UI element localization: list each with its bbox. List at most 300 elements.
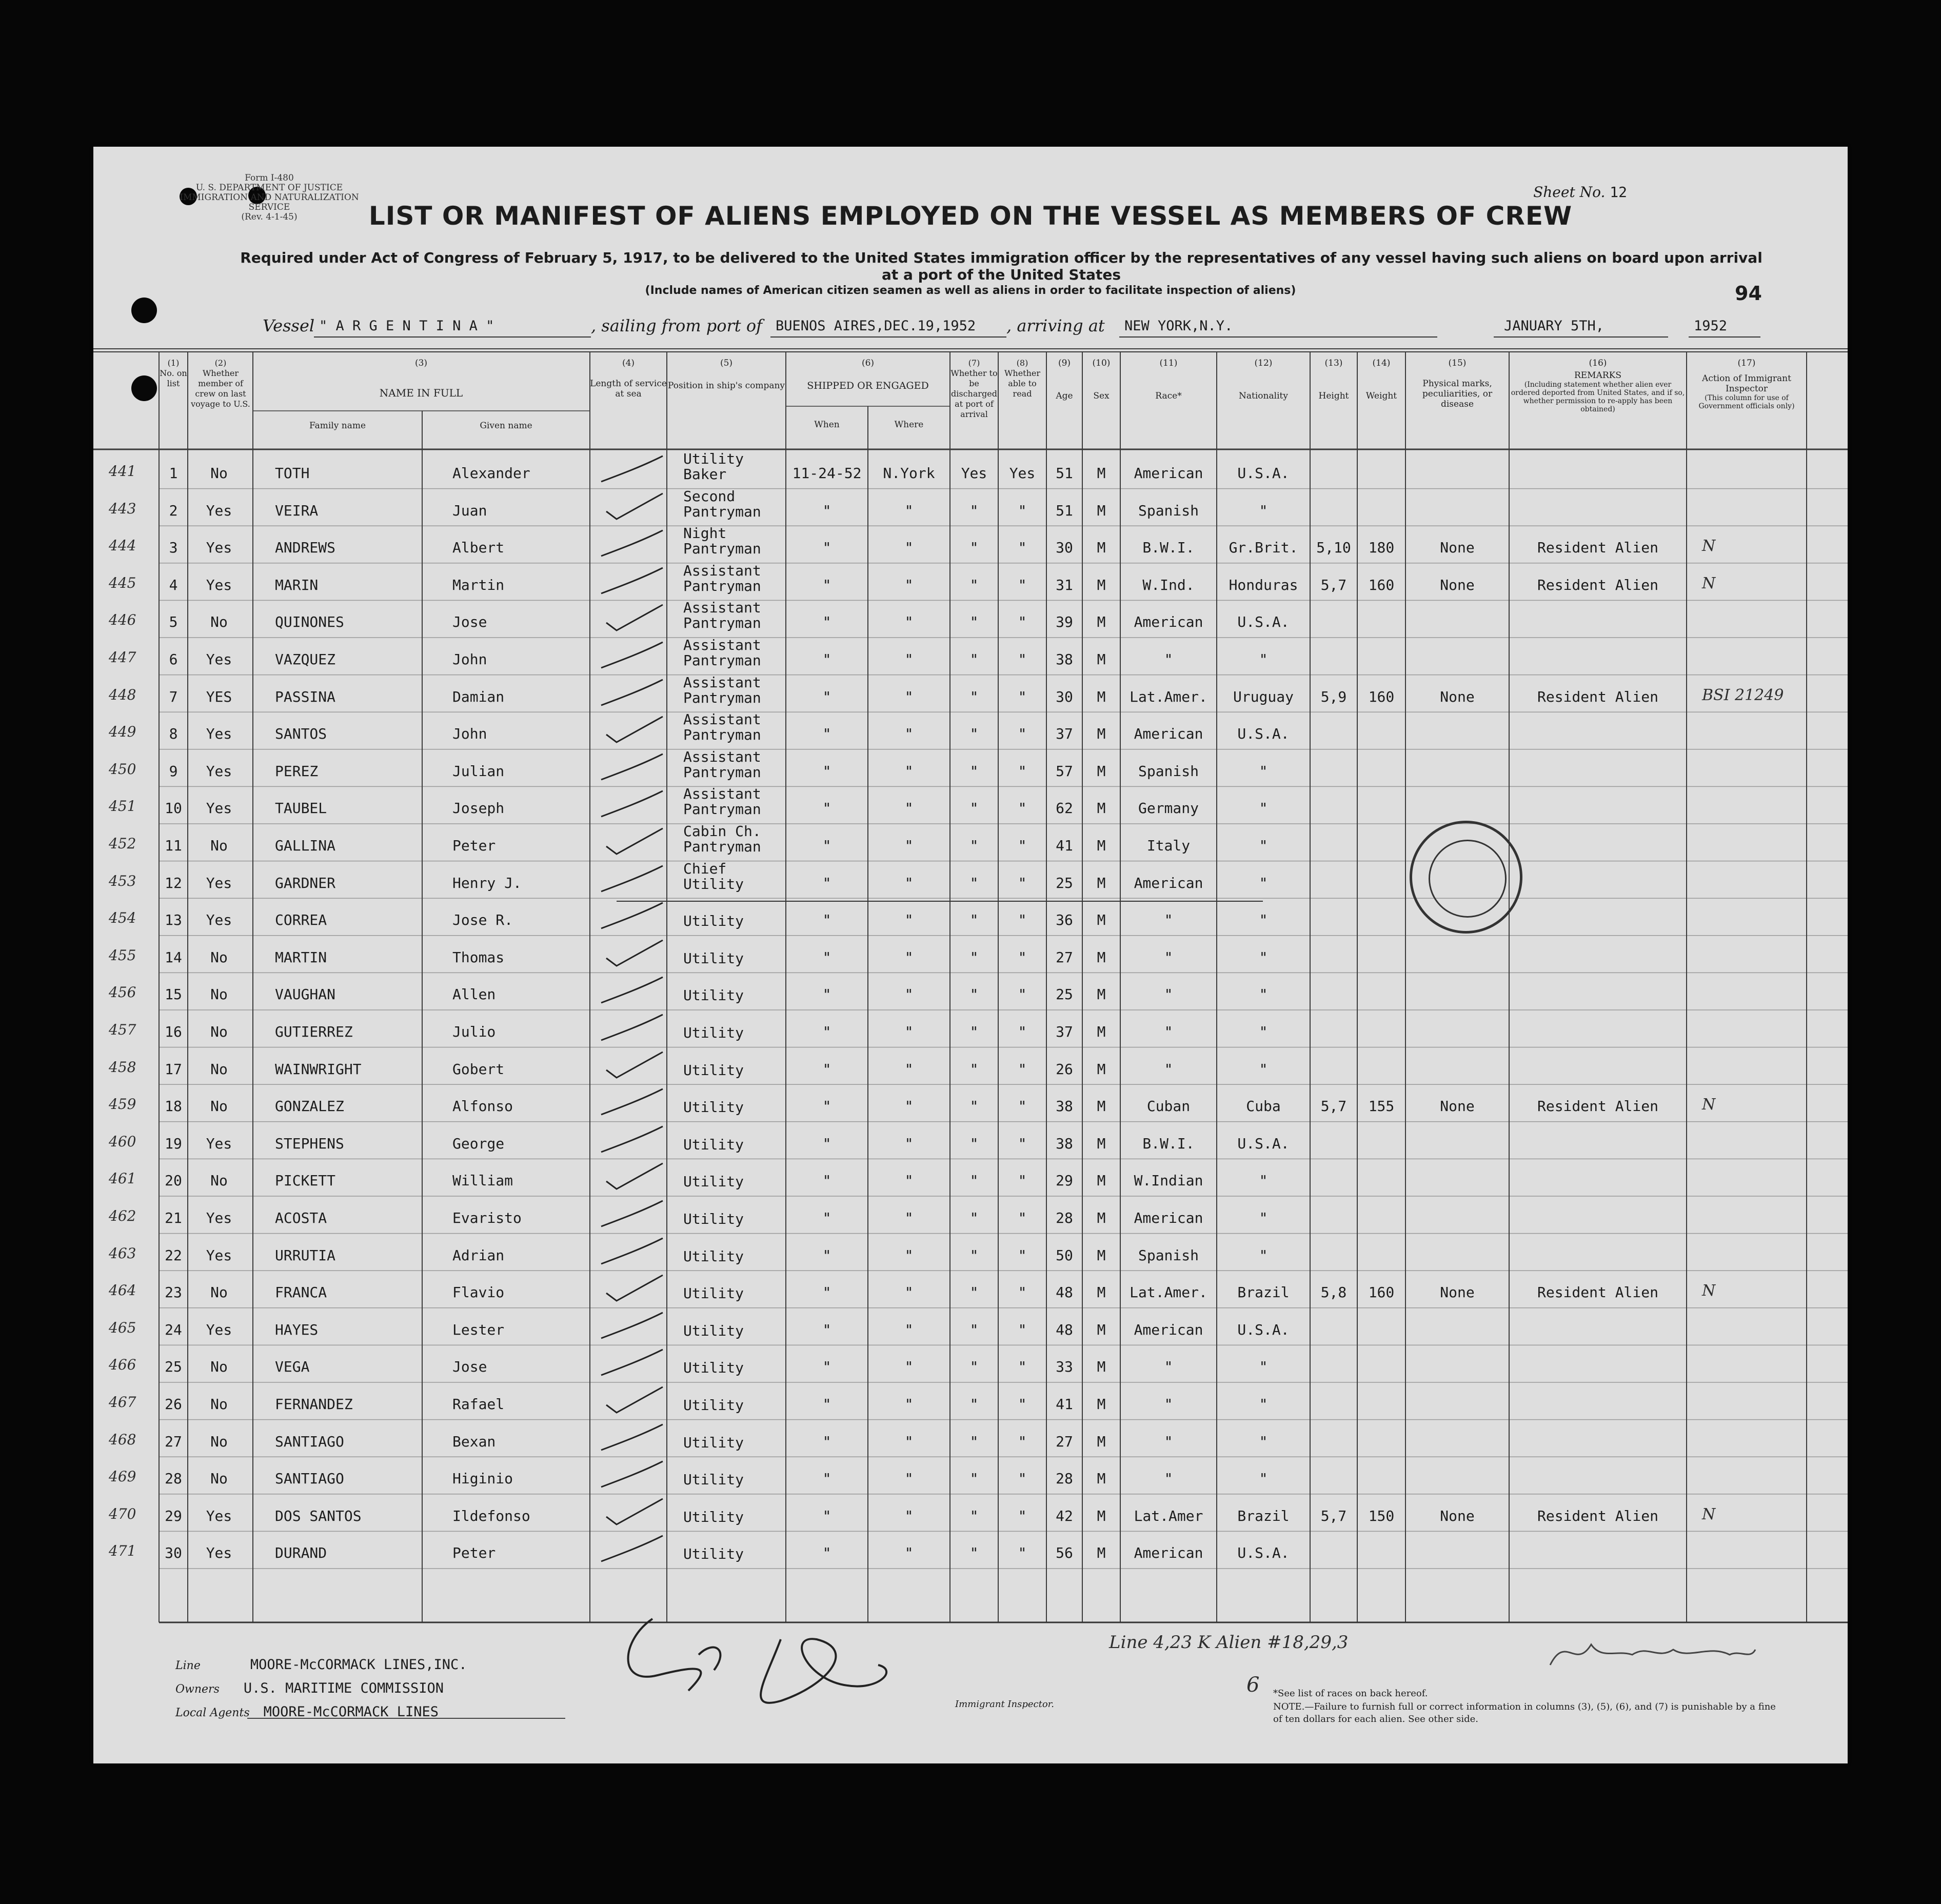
row-nationality: " xyxy=(1259,1470,1268,1488)
row-where: " xyxy=(904,911,914,929)
row-can-read: " xyxy=(1018,1470,1027,1488)
row-discharged: " xyxy=(969,725,979,743)
col-header-5: (5) Position in ship's company xyxy=(667,358,785,391)
row-given-name: Juan xyxy=(452,502,487,519)
row-given-name: William xyxy=(452,1172,513,1189)
row-margin-number: 471 xyxy=(109,1542,136,1560)
col-header-1: (1) No. on list xyxy=(160,358,187,388)
row-nationality: " xyxy=(1259,762,1268,780)
row-family-name: QUINONES xyxy=(275,613,344,631)
row-discharged: Yes xyxy=(961,465,987,482)
row-given-name: John xyxy=(452,725,487,743)
row-can-read: " xyxy=(1018,837,1027,854)
row-race: " xyxy=(1164,948,1173,966)
row-sex: M xyxy=(1097,576,1106,593)
row-age: 25 xyxy=(1056,874,1073,891)
row-height: 5,7 xyxy=(1320,1098,1347,1115)
row-where: " xyxy=(904,1321,914,1338)
page-number: 94 xyxy=(1735,282,1762,305)
row-race: Spanish xyxy=(1138,762,1199,780)
row-nationality: Cuba xyxy=(1246,1098,1281,1115)
row-nationality: Brazil xyxy=(1237,1507,1290,1524)
footer-line: Line MOORE-McCORMACK LINES,INC. xyxy=(175,1657,467,1673)
row-sex: M xyxy=(1097,1358,1106,1376)
row-number: 14 xyxy=(165,948,182,966)
row-last-voyage: No xyxy=(210,1396,228,1413)
row-family-name: MARIN xyxy=(275,576,319,593)
row-can-read: " xyxy=(1018,688,1027,705)
row-position-line1: Cabin Ch. xyxy=(683,823,761,840)
row-last-voyage: No xyxy=(210,1470,228,1488)
row-given-name: Albert xyxy=(452,539,505,557)
row-family-name: DOS SANTOS xyxy=(275,1507,362,1524)
sailing-label: , sailing from port of xyxy=(591,316,762,335)
row-when: " xyxy=(822,613,831,631)
row-number: 29 xyxy=(165,1507,182,1524)
row-nationality: U.S.A. xyxy=(1237,1321,1290,1338)
row-can-read: " xyxy=(1018,1060,1027,1078)
row-nationality: U.S.A. xyxy=(1237,1135,1290,1152)
row-number: 26 xyxy=(165,1396,182,1413)
row-sex: M xyxy=(1097,1470,1106,1488)
row-age: 37 xyxy=(1056,725,1073,743)
row-when: " xyxy=(822,539,831,557)
col-header-4: (4) Length of service at sea xyxy=(590,358,667,399)
page-title: LIST OR MANIFEST OF ALIENS EMPLOYED ON THE VESSEL AS MEMBERS OF CREW xyxy=(368,201,1573,231)
row-given-name: Jose xyxy=(452,1358,487,1376)
row-nationality: " xyxy=(1259,1023,1268,1040)
row-family-name: GUTIERREZ xyxy=(275,1023,353,1040)
service-check-mark xyxy=(596,1273,668,1303)
row-number: 10 xyxy=(165,800,182,817)
row-position-line1: Second xyxy=(683,487,736,505)
row-when: " xyxy=(822,874,831,891)
row-margin-number: 470 xyxy=(109,1505,136,1522)
row-given-name: Peter xyxy=(452,837,496,854)
row-position-line2: Pantryman xyxy=(683,801,761,818)
service-check-mark xyxy=(596,528,668,559)
row-family-name: HAYES xyxy=(275,1321,319,1338)
row-when: " xyxy=(822,1396,831,1413)
row-can-read: " xyxy=(1018,1023,1027,1040)
row-height: 5,7 xyxy=(1320,576,1347,593)
row-race: American xyxy=(1134,1209,1203,1226)
row-sex: M xyxy=(1097,1060,1106,1078)
row-when: " xyxy=(822,948,831,966)
row-number: 28 xyxy=(165,1470,182,1488)
row-age: 42 xyxy=(1056,1507,1073,1524)
row-sex: M xyxy=(1097,1396,1106,1413)
row-position-line2: Utility xyxy=(683,1024,744,1041)
row-where: " xyxy=(904,1284,914,1301)
row-race: " xyxy=(1164,1060,1173,1078)
row-discharged: " xyxy=(969,1246,979,1264)
row-family-name: PICKETT xyxy=(275,1172,336,1189)
row-last-voyage: No xyxy=(210,1433,228,1450)
row-nationality: " xyxy=(1259,651,1268,668)
row-can-read: " xyxy=(1018,762,1027,780)
row-nationality: " xyxy=(1259,1358,1268,1376)
row-nationality: Brazil xyxy=(1237,1284,1290,1301)
row-number: 18 xyxy=(165,1098,182,1115)
row-discharged: " xyxy=(969,613,979,631)
manifest-sheet xyxy=(93,147,1848,1763)
row-margin-number: 448 xyxy=(109,686,136,703)
row-margin-number: 458 xyxy=(109,1058,136,1076)
row-number: 23 xyxy=(165,1284,182,1301)
row-weight: 180 xyxy=(1368,539,1395,557)
row-where: " xyxy=(904,800,914,817)
row-can-read: " xyxy=(1018,1284,1027,1301)
row-margin-number: 469 xyxy=(109,1468,136,1485)
col-header-3: (3) NAME IN FULL xyxy=(379,358,463,399)
vessel-label: Vessel xyxy=(263,316,315,335)
row-number: 1 xyxy=(169,465,178,482)
row-where: " xyxy=(904,1135,914,1152)
row-can-read: " xyxy=(1018,1246,1027,1264)
row-age: 48 xyxy=(1056,1321,1073,1338)
row-margin-number: 463 xyxy=(109,1244,136,1262)
row-age: 51 xyxy=(1056,502,1073,519)
row-position-line1: Assistant xyxy=(683,673,761,691)
row-position-line1: Assistant xyxy=(683,711,761,728)
row-where: N.York xyxy=(883,465,935,482)
row-margin-number: 468 xyxy=(109,1431,136,1448)
row-given-name: Thomas xyxy=(452,948,505,966)
footer-agents: Local Agents MOORE-McCORMACK LINES xyxy=(175,1704,439,1720)
row-family-name: ACOSTA xyxy=(275,1209,327,1226)
row-height: 5,9 xyxy=(1320,688,1347,705)
races-note: *See list of races on back hereof. xyxy=(1273,1688,1428,1699)
row-age: 48 xyxy=(1056,1284,1073,1301)
row-age: 27 xyxy=(1056,948,1073,966)
row-discharged: " xyxy=(969,911,979,929)
row-can-read: " xyxy=(1018,1098,1027,1115)
row-weight: 160 xyxy=(1368,688,1395,705)
service-check-mark xyxy=(596,788,668,819)
row-can-read: " xyxy=(1018,576,1027,593)
row-remarks: Resident Alien xyxy=(1537,576,1658,593)
inspector-label: Immigrant Inspector. xyxy=(955,1699,1055,1710)
row-last-voyage: Yes xyxy=(206,762,232,780)
row-position-line2: Utility xyxy=(683,1247,744,1265)
row-sex: M xyxy=(1097,911,1106,929)
row-can-read: " xyxy=(1018,725,1027,743)
row-can-read: " xyxy=(1018,1507,1027,1524)
form-identifier: Form I-480 U. S. DEPARTMENT OF JUSTICE IMMIGRATION AND NATURALIZATION SERVICE (Rev. 4-1-45) xyxy=(180,173,359,222)
row-given-name: Alexander xyxy=(452,465,530,482)
row-can-read: " xyxy=(1018,948,1027,966)
row-sex: M xyxy=(1097,948,1106,966)
row-where: " xyxy=(904,1470,914,1488)
service-check-mark xyxy=(596,826,668,857)
row-margin-number: 456 xyxy=(109,984,136,1001)
row-number: 12 xyxy=(165,874,182,891)
row-position-line2: Utility xyxy=(683,875,744,893)
row-where: " xyxy=(904,1060,914,1078)
row-given-name: Allen xyxy=(452,986,496,1003)
service-check-mark xyxy=(596,1086,668,1117)
row-race: W.Ind. xyxy=(1142,576,1195,593)
row-can-read: " xyxy=(1018,613,1027,631)
row-number: 8 xyxy=(169,725,178,743)
row-family-name: DURAND xyxy=(275,1544,327,1562)
row-position-line2: Utility xyxy=(683,949,744,967)
col-header-when: When xyxy=(814,420,840,430)
row-where: " xyxy=(904,874,914,891)
row-sex: M xyxy=(1097,539,1106,557)
service-check-mark xyxy=(596,1161,668,1192)
row-sex: M xyxy=(1097,1098,1106,1115)
row-when: " xyxy=(822,1172,831,1189)
row-where: " xyxy=(904,1544,914,1562)
row-position-line2: Pantryman xyxy=(683,763,761,781)
service-check-mark xyxy=(596,1012,668,1043)
row-nationality: " xyxy=(1259,800,1268,817)
service-check-mark xyxy=(596,1198,668,1229)
row-where: " xyxy=(904,613,914,631)
row-race: B.W.I. xyxy=(1142,539,1195,557)
row-remarks: Resident Alien xyxy=(1537,688,1658,705)
row-race: " xyxy=(1164,651,1173,668)
row-position-line2: Pantryman xyxy=(683,652,761,669)
row-number: 21 xyxy=(165,1209,182,1226)
row-sex: M xyxy=(1097,800,1106,817)
row-family-name: SANTIAGO xyxy=(275,1470,344,1488)
row-position-line1: Assistant xyxy=(683,562,761,579)
row-family-name: SANTIAGO xyxy=(275,1433,344,1450)
row-number: 25 xyxy=(165,1358,182,1376)
row-last-voyage: Yes xyxy=(206,1321,232,1338)
row-number: 20 xyxy=(165,1172,182,1189)
row-race: Italy xyxy=(1146,837,1191,854)
row-can-read: " xyxy=(1018,1433,1027,1450)
row-where: " xyxy=(904,502,914,519)
col-header-9: (9) Age xyxy=(1056,358,1073,401)
row-last-voyage: Yes xyxy=(206,1507,232,1524)
row-margin-number: 449 xyxy=(109,723,136,741)
row-race: Lat.Amer. xyxy=(1130,1284,1207,1301)
row-can-read: " xyxy=(1018,502,1027,519)
row-race: B.W.I. xyxy=(1142,1135,1195,1152)
row-family-name: SANTOS xyxy=(275,725,327,743)
row-discharged: " xyxy=(969,837,979,854)
row-race: " xyxy=(1164,1433,1173,1450)
row-position-line2: Pantryman xyxy=(683,726,761,744)
row-margin-number: 450 xyxy=(109,760,136,778)
service-check-mark xyxy=(596,900,668,931)
col-header-15: (15) Physical marks, peculiarities, or disease xyxy=(1422,358,1493,409)
arrival-year: 1952 xyxy=(1694,318,1728,334)
row-last-voyage: Yes xyxy=(206,539,232,557)
row-can-read: " xyxy=(1018,1544,1027,1562)
row-given-name: Henry J. xyxy=(452,874,522,891)
row-race: Cuban xyxy=(1146,1098,1191,1115)
row-position-line2: Pantryman xyxy=(683,540,761,558)
row-discharged: " xyxy=(969,1023,979,1040)
row-given-name: Ildefonso xyxy=(452,1507,530,1524)
row-sex: M xyxy=(1097,1321,1106,1338)
row-age: 28 xyxy=(1056,1209,1073,1226)
service-check-mark xyxy=(596,491,668,522)
col-header-10: (10) Sex xyxy=(1092,358,1111,401)
row-nationality: U.S.A. xyxy=(1237,725,1290,743)
row-can-read: " xyxy=(1018,1209,1027,1226)
col-header-6: (6) SHIPPED OR ENGAGED xyxy=(807,358,929,391)
row-remarks: Resident Alien xyxy=(1537,539,1658,557)
row-when: " xyxy=(822,762,831,780)
row-position-line1: Chief xyxy=(683,860,727,877)
row-position-line2: Utility xyxy=(683,1322,744,1339)
row-position-line2: Utility xyxy=(683,1508,744,1525)
row-sex: M xyxy=(1097,1172,1106,1189)
row-sex: M xyxy=(1097,986,1106,1003)
row-discharged: " xyxy=(969,1358,979,1376)
row-discharged: " xyxy=(969,1284,979,1301)
row-number: 19 xyxy=(165,1135,182,1152)
row-where: " xyxy=(904,948,914,966)
instruction-note: (Include names of American citizen seamen as well as aliens in order to facilitate inspection of aliens) xyxy=(645,284,1296,297)
service-check-mark xyxy=(596,863,668,894)
row-family-name: STEPHENS xyxy=(275,1135,344,1152)
row-margin-number: 443 xyxy=(109,500,136,517)
row-when: " xyxy=(822,1507,831,1524)
row-discharged: " xyxy=(969,1060,979,1078)
row-remarks: Resident Alien xyxy=(1537,1507,1658,1524)
row-when: " xyxy=(822,1433,831,1450)
row-when: " xyxy=(822,1358,831,1376)
row-physical-marks: None xyxy=(1440,1507,1475,1524)
row-last-voyage: No xyxy=(210,1358,228,1376)
row-number: 22 xyxy=(165,1246,182,1264)
row-can-read: " xyxy=(1018,539,1027,557)
row-physical-marks: None xyxy=(1440,688,1475,705)
row-when: " xyxy=(822,688,831,705)
row-position-line2: Pantryman xyxy=(683,614,761,632)
service-check-mark xyxy=(596,677,668,708)
col-header-family: Family name xyxy=(309,421,366,431)
row-age: 36 xyxy=(1056,911,1073,929)
row-when: " xyxy=(822,1321,831,1338)
sheet-number: Sheet No. 12 xyxy=(1533,184,1627,201)
row-weight: 160 xyxy=(1368,576,1395,593)
service-check-mark xyxy=(596,1310,668,1341)
row-sex: M xyxy=(1097,837,1106,854)
row-discharged: " xyxy=(969,948,979,966)
service-check-mark xyxy=(596,1236,668,1266)
row-position-line2: Pantryman xyxy=(683,503,761,520)
row-age: 41 xyxy=(1056,1396,1073,1413)
row-family-name: FERNANDEZ xyxy=(275,1396,353,1413)
row-last-voyage: No xyxy=(210,1284,228,1301)
row-margin-number: 445 xyxy=(109,574,136,591)
row-age: 62 xyxy=(1056,800,1073,817)
row-can-read: " xyxy=(1018,800,1027,817)
service-check-mark xyxy=(596,1459,668,1490)
row-where: " xyxy=(904,1172,914,1189)
row-last-voyage: Yes xyxy=(206,800,232,817)
row-position-line2: Pantryman xyxy=(683,577,761,594)
row-sex: M xyxy=(1097,613,1106,631)
row-nationality: " xyxy=(1259,1060,1268,1078)
row-where: " xyxy=(904,986,914,1003)
row-when: " xyxy=(822,800,831,817)
row-position-line2: Baker xyxy=(683,466,727,483)
row-given-name: Higinio xyxy=(452,1470,513,1488)
row-remarks: Resident Alien xyxy=(1537,1098,1658,1115)
row-when: " xyxy=(822,1060,831,1078)
row-position-line2: Utility xyxy=(683,1173,744,1191)
row-discharged: " xyxy=(969,762,979,780)
row-given-name: Adrian xyxy=(452,1246,505,1264)
row-where: " xyxy=(904,725,914,743)
row-last-voyage: No xyxy=(210,465,228,482)
col-header-14: (14) Weight xyxy=(1365,358,1397,401)
row-race: American xyxy=(1134,1544,1203,1562)
row-nationality: " xyxy=(1259,502,1268,519)
row-age: 50 xyxy=(1056,1246,1073,1264)
vessel-name: " A R G E N T I N A " xyxy=(319,318,494,334)
row-nationality: U.S.A. xyxy=(1237,465,1290,482)
row-action: N xyxy=(1702,1282,1716,1300)
row-height: 5,10 xyxy=(1316,539,1351,557)
row-position-line1: Assistant xyxy=(683,785,761,803)
row-can-read: " xyxy=(1018,1135,1027,1152)
row-race: " xyxy=(1164,1470,1173,1488)
row-number: 6 xyxy=(169,651,178,668)
row-nationality: " xyxy=(1259,1246,1268,1264)
row-discharged: " xyxy=(969,1098,979,1115)
row-last-voyage: Yes xyxy=(206,502,232,519)
service-check-mark xyxy=(596,1124,668,1155)
row-position-line2: Pantryman xyxy=(683,838,761,855)
row-family-name: GARDNER xyxy=(275,874,336,891)
row-family-name: GONZALEZ xyxy=(275,1098,344,1115)
row-number: 7 xyxy=(169,688,178,705)
row-position-line2: Utility xyxy=(683,1359,744,1377)
row-age: 33 xyxy=(1056,1358,1073,1376)
row-given-name: George xyxy=(452,1135,505,1152)
row-given-name: Peter xyxy=(452,1544,496,1562)
row-where: " xyxy=(904,651,914,668)
row-discharged: " xyxy=(969,874,979,891)
row-nationality: " xyxy=(1259,1172,1268,1189)
row-when: " xyxy=(822,1209,831,1226)
row-position-line2: Utility xyxy=(683,1545,744,1563)
row-position-line2: Utility xyxy=(683,1397,744,1414)
row-race: American xyxy=(1134,725,1203,743)
row-family-name: GALLINA xyxy=(275,837,336,854)
row-age: 51 xyxy=(1056,465,1073,482)
row-when: " xyxy=(822,1098,831,1115)
service-check-mark xyxy=(596,1533,668,1564)
row-family-name: URRUTIA xyxy=(275,1246,336,1264)
row-when: " xyxy=(822,651,831,668)
row-nationality: " xyxy=(1259,1209,1268,1226)
row-where: " xyxy=(904,1358,914,1376)
row-race: Germany xyxy=(1138,800,1199,817)
page-subtitle: Required under Act of Congress of February 5, 1917, to be delivered to the United States immigration officer by the representatives of any vessel having such aliens on board upon arrival at a port of the United States xyxy=(240,249,1762,283)
row-race: W.Indian xyxy=(1134,1172,1203,1189)
row-age: 39 xyxy=(1056,613,1073,631)
row-position-line2: Utility xyxy=(683,913,744,930)
row-given-name: Alfonso xyxy=(452,1098,513,1115)
row-when: " xyxy=(822,502,831,519)
row-sex: M xyxy=(1097,1433,1106,1450)
row-sex: M xyxy=(1097,874,1106,891)
row-nationality: " xyxy=(1259,1396,1268,1413)
row-age: 31 xyxy=(1056,576,1073,593)
